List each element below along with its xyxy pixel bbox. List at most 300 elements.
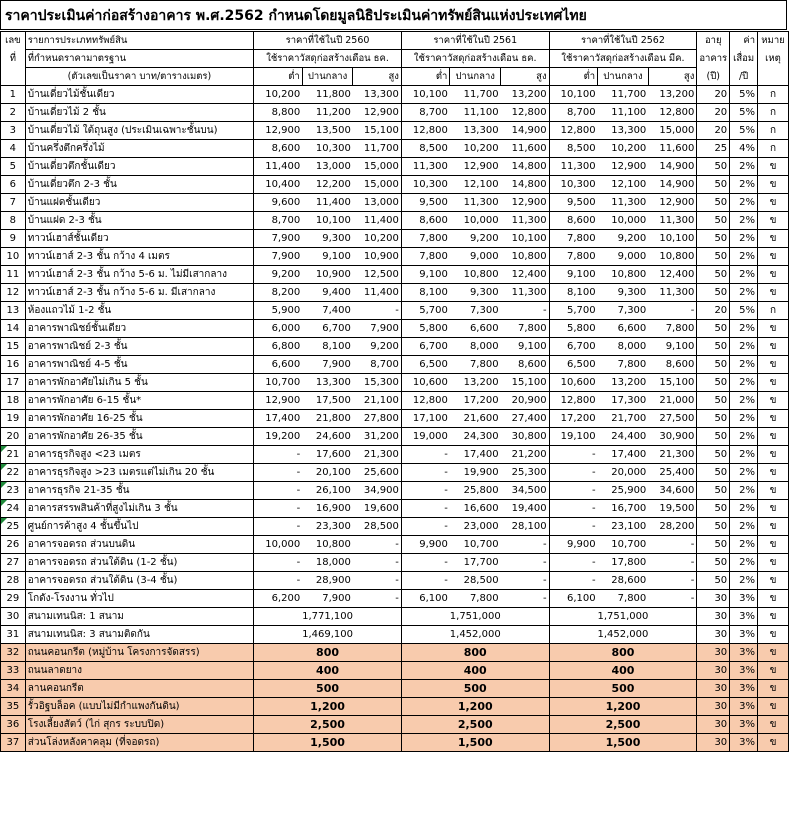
row-name[interactable]: อาคารพักอาศัย 26-35 ชั้น bbox=[25, 428, 253, 446]
price-cell[interactable]: 19,600 bbox=[353, 500, 402, 518]
price-cell[interactable]: 8,100 bbox=[401, 284, 450, 302]
row-name[interactable]: บ้านแฝด 2-3 ชั้น bbox=[25, 212, 253, 230]
price-cell[interactable]: 1,500 bbox=[401, 734, 549, 752]
price-cell[interactable]: 17,400 bbox=[254, 410, 303, 428]
price-cell[interactable]: 24,300 bbox=[450, 428, 501, 446]
price-cell[interactable]: - bbox=[401, 572, 450, 590]
price-cell[interactable]: - bbox=[648, 302, 697, 320]
price-cell[interactable]: 20,100 bbox=[302, 464, 353, 482]
note-cell[interactable]: ก bbox=[758, 104, 789, 122]
price-cell[interactable]: 10,800 bbox=[450, 266, 501, 284]
price-cell[interactable]: 16,900 bbox=[302, 500, 353, 518]
price-cell[interactable]: 13,300 bbox=[450, 122, 501, 140]
note-cell[interactable]: ข bbox=[758, 590, 789, 608]
price-cell[interactable]: 21,800 bbox=[302, 410, 353, 428]
depreciation-cell[interactable]: 2% bbox=[730, 248, 758, 266]
note-cell[interactable]: ข bbox=[758, 518, 789, 536]
price-cell[interactable]: 15,100 bbox=[501, 374, 550, 392]
price-cell[interactable]: 10,800 bbox=[501, 248, 550, 266]
price-cell[interactable]: 11,300 bbox=[648, 212, 697, 230]
price-cell[interactable]: 9,900 bbox=[549, 536, 598, 554]
price-cell[interactable]: 19,900 bbox=[450, 464, 501, 482]
price-cell[interactable]: - bbox=[648, 554, 697, 572]
price-cell[interactable]: - bbox=[549, 500, 598, 518]
price-cell[interactable]: 12,800 bbox=[501, 104, 550, 122]
depreciation-cell[interactable]: 2% bbox=[730, 230, 758, 248]
price-cell[interactable]: 19,200 bbox=[254, 428, 303, 446]
price-cell[interactable]: 12,800 bbox=[401, 392, 450, 410]
row-name[interactable]: ห้องแถวไม้ 1-2 ชั้น bbox=[25, 302, 253, 320]
price-cell[interactable]: 10,100 bbox=[501, 230, 550, 248]
age-cell[interactable]: 30 bbox=[697, 608, 730, 626]
price-cell[interactable]: 10,100 bbox=[549, 86, 598, 104]
row-name[interactable]: บ้านเดี่ยวไม้ 2 ชั้น bbox=[25, 104, 253, 122]
row-name[interactable]: อาคารพักอาศัยไม่เกิน 5 ชั้น bbox=[25, 374, 253, 392]
row-name[interactable]: ทาวน์เฮาส์ 2-3 ชั้น กว้าง 4 เมตร bbox=[25, 248, 253, 266]
row-name[interactable]: อาคารจอดรถ ส่วนใต้ดิน (1-2 ชั้น) bbox=[25, 554, 253, 572]
depreciation-cell[interactable]: 2% bbox=[730, 554, 758, 572]
row-name[interactable]: ถนนคอนกรีต (หมู่บ้าน โครงการจัดสรร) bbox=[25, 644, 253, 662]
price-cell[interactable]: 28,500 bbox=[353, 518, 402, 536]
depreciation-cell[interactable]: 3% bbox=[730, 734, 758, 752]
price-cell[interactable]: 17,600 bbox=[302, 446, 353, 464]
row-name[interactable]: ถนนลาดยาง bbox=[25, 662, 253, 680]
row-number[interactable]: 6 bbox=[1, 176, 26, 194]
price-cell[interactable]: - bbox=[549, 464, 598, 482]
price-cell[interactable]: 8,100 bbox=[302, 338, 353, 356]
price-cell[interactable]: - bbox=[549, 518, 598, 536]
price-cell[interactable]: - bbox=[501, 554, 550, 572]
price-cell[interactable]: 8,700 bbox=[353, 356, 402, 374]
depreciation-cell[interactable]: 2% bbox=[730, 284, 758, 302]
depreciation-cell[interactable]: 5% bbox=[730, 104, 758, 122]
price-cell[interactable]: 1,751,000 bbox=[549, 608, 697, 626]
note-cell[interactable]: ข bbox=[758, 500, 789, 518]
price-cell[interactable]: 800 bbox=[549, 644, 697, 662]
depreciation-cell[interactable]: 2% bbox=[730, 338, 758, 356]
price-cell[interactable]: 15,000 bbox=[353, 158, 402, 176]
price-cell[interactable]: 11,800 bbox=[302, 86, 353, 104]
price-cell[interactable]: 10,100 bbox=[648, 230, 697, 248]
price-cell[interactable]: 7,900 bbox=[254, 248, 303, 266]
depreciation-cell[interactable]: 2% bbox=[730, 518, 758, 536]
price-cell[interactable]: 10,000 bbox=[450, 212, 501, 230]
price-cell[interactable]: 6,600 bbox=[254, 356, 303, 374]
price-cell[interactable]: 1,452,000 bbox=[401, 626, 549, 644]
row-number[interactable]: 12 bbox=[1, 284, 26, 302]
price-cell[interactable]: 13,200 bbox=[598, 374, 649, 392]
price-cell[interactable]: 13,300 bbox=[353, 86, 402, 104]
price-cell[interactable]: 8,700 bbox=[549, 104, 598, 122]
price-cell[interactable]: 400 bbox=[254, 662, 402, 680]
row-number[interactable]: 28 bbox=[1, 572, 26, 590]
row-number[interactable]: 24 bbox=[1, 500, 26, 518]
price-cell[interactable]: 1,200 bbox=[401, 698, 549, 716]
price-cell[interactable]: 10,200 bbox=[254, 86, 303, 104]
age-cell[interactable]: 50 bbox=[697, 428, 730, 446]
note-cell[interactable]: ข bbox=[758, 248, 789, 266]
row-number[interactable]: 33 bbox=[1, 662, 26, 680]
price-cell[interactable]: - bbox=[549, 482, 598, 500]
price-cell[interactable]: 1,200 bbox=[549, 698, 697, 716]
price-cell[interactable]: 5,800 bbox=[549, 320, 598, 338]
price-cell[interactable]: 15,100 bbox=[648, 374, 697, 392]
row-name[interactable]: อาคารพักอาศัย 6-15 ชั้น* bbox=[25, 392, 253, 410]
depreciation-cell[interactable]: 3% bbox=[730, 590, 758, 608]
depreciation-cell[interactable]: 2% bbox=[730, 572, 758, 590]
price-cell[interactable]: 500 bbox=[401, 680, 549, 698]
row-name[interactable]: ส่วนโล่งหลังคาคลุม (ที่จอดรถ) bbox=[25, 734, 253, 752]
age-cell[interactable]: 50 bbox=[697, 320, 730, 338]
price-cell[interactable]: 28,100 bbox=[501, 518, 550, 536]
price-cell[interactable]: 27,500 bbox=[648, 410, 697, 428]
note-cell[interactable]: ก bbox=[758, 302, 789, 320]
price-cell[interactable]: 6,000 bbox=[254, 320, 303, 338]
row-number[interactable]: 37 bbox=[1, 734, 26, 752]
price-cell[interactable]: 6,600 bbox=[598, 320, 649, 338]
note-cell[interactable]: ข bbox=[758, 158, 789, 176]
price-cell[interactable]: 12,800 bbox=[401, 122, 450, 140]
price-cell[interactable]: 10,900 bbox=[302, 266, 353, 284]
price-cell[interactable]: - bbox=[401, 518, 450, 536]
row-number[interactable]: 36 bbox=[1, 716, 26, 734]
price-cell[interactable]: 10,300 bbox=[549, 176, 598, 194]
price-cell[interactable]: 12,800 bbox=[648, 104, 697, 122]
price-cell[interactable]: 16,700 bbox=[598, 500, 649, 518]
age-cell[interactable]: 30 bbox=[697, 698, 730, 716]
row-number[interactable]: 7 bbox=[1, 194, 26, 212]
price-cell[interactable]: 25,300 bbox=[501, 464, 550, 482]
price-cell[interactable]: 19,500 bbox=[648, 500, 697, 518]
row-number[interactable]: 29 bbox=[1, 590, 26, 608]
price-cell[interactable]: 23,300 bbox=[302, 518, 353, 536]
price-cell[interactable]: 400 bbox=[401, 662, 549, 680]
price-cell[interactable]: 1,452,000 bbox=[549, 626, 697, 644]
price-cell[interactable]: 7,800 bbox=[401, 248, 450, 266]
price-cell[interactable]: 9,100 bbox=[501, 338, 550, 356]
price-cell[interactable]: - bbox=[648, 590, 697, 608]
price-cell[interactable]: - bbox=[401, 554, 450, 572]
row-number[interactable]: 30 bbox=[1, 608, 26, 626]
price-cell[interactable]: - bbox=[254, 554, 303, 572]
price-cell[interactable]: 13,000 bbox=[302, 158, 353, 176]
price-cell[interactable]: 10,300 bbox=[302, 140, 353, 158]
price-cell[interactable]: - bbox=[501, 590, 550, 608]
price-cell[interactable]: 9,500 bbox=[401, 194, 450, 212]
price-cell[interactable]: 6,700 bbox=[549, 338, 598, 356]
row-name[interactable]: อาคารจอดรถ ส่วนบนดิน bbox=[25, 536, 253, 554]
row-name[interactable]: อาคารธุรกิจ 21-35 ชั้น bbox=[25, 482, 253, 500]
price-cell[interactable]: 12,900 bbox=[254, 122, 303, 140]
age-cell[interactable]: 30 bbox=[697, 644, 730, 662]
price-cell[interactable]: 10,800 bbox=[648, 248, 697, 266]
price-cell[interactable]: - bbox=[501, 302, 550, 320]
age-cell[interactable]: 50 bbox=[697, 554, 730, 572]
price-cell[interactable]: 10,600 bbox=[549, 374, 598, 392]
row-number[interactable]: 1 bbox=[1, 86, 26, 104]
depreciation-cell[interactable]: 5% bbox=[730, 122, 758, 140]
depreciation-cell[interactable]: 2% bbox=[730, 194, 758, 212]
price-cell[interactable]: 13,500 bbox=[302, 122, 353, 140]
row-name[interactable]: สนามเทนนิส: 1 สนาม bbox=[25, 608, 253, 626]
price-cell[interactable]: 8,600 bbox=[501, 356, 550, 374]
price-cell[interactable]: 12,900 bbox=[254, 392, 303, 410]
row-name[interactable]: ศูนย์การค้าสูง 4 ชั้นขึ้นไป bbox=[25, 518, 253, 536]
price-cell[interactable]: 6,100 bbox=[401, 590, 450, 608]
note-cell[interactable]: ข bbox=[758, 212, 789, 230]
price-cell[interactable]: - bbox=[549, 572, 598, 590]
depreciation-cell[interactable]: 5% bbox=[730, 86, 758, 104]
price-cell[interactable]: 8,500 bbox=[401, 140, 450, 158]
price-cell[interactable]: - bbox=[501, 572, 550, 590]
price-cell[interactable]: 15,000 bbox=[353, 176, 402, 194]
price-cell[interactable]: 14,900 bbox=[648, 176, 697, 194]
price-cell[interactable]: 7,900 bbox=[302, 356, 353, 374]
age-cell[interactable]: 30 bbox=[697, 590, 730, 608]
row-name[interactable]: ทาวน์เฮาส์ 2-3 ชั้น กว้าง 5-6 ม. ไม่มีเสากลาง bbox=[25, 266, 253, 284]
price-cell[interactable]: 7,800 bbox=[549, 230, 598, 248]
price-cell[interactable]: 9,600 bbox=[254, 194, 303, 212]
age-cell[interactable]: 50 bbox=[697, 482, 730, 500]
price-cell[interactable]: 28,200 bbox=[648, 518, 697, 536]
price-cell[interactable]: 6,500 bbox=[401, 356, 450, 374]
row-name[interactable]: บ้านเดี่ยวตึก 2-3 ชั้น bbox=[25, 176, 253, 194]
price-cell[interactable]: 9,200 bbox=[450, 230, 501, 248]
price-cell[interactable]: 13,200 bbox=[648, 86, 697, 104]
price-cell[interactable]: - bbox=[501, 536, 550, 554]
price-cell[interactable]: 12,400 bbox=[501, 266, 550, 284]
depreciation-cell[interactable]: 2% bbox=[730, 446, 758, 464]
price-cell[interactable]: 11,100 bbox=[598, 104, 649, 122]
price-cell[interactable]: 9,400 bbox=[302, 284, 353, 302]
row-number[interactable]: 3 bbox=[1, 122, 26, 140]
note-cell[interactable]: ข bbox=[758, 374, 789, 392]
row-name[interactable]: บ้านเดี่ยวไม้ชั้นเดียว bbox=[25, 86, 253, 104]
price-cell[interactable]: 17,500 bbox=[302, 392, 353, 410]
price-cell[interactable]: 13,200 bbox=[450, 374, 501, 392]
age-cell[interactable]: 50 bbox=[697, 410, 730, 428]
note-cell[interactable]: ข bbox=[758, 176, 789, 194]
row-name[interactable]: อาคารธุรกิจสูง >23 เมตรแต่ไม่เกิน 20 ชั้น bbox=[25, 464, 253, 482]
row-name[interactable]: บ้านเดี่ยวตึกชั้นเดียว bbox=[25, 158, 253, 176]
age-cell[interactable]: 50 bbox=[697, 536, 730, 554]
price-cell[interactable]: 28,500 bbox=[450, 572, 501, 590]
price-cell[interactable]: 10,200 bbox=[450, 140, 501, 158]
price-cell[interactable]: 9,200 bbox=[254, 266, 303, 284]
depreciation-cell[interactable]: 2% bbox=[730, 212, 758, 230]
depreciation-cell[interactable]: 2% bbox=[730, 320, 758, 338]
price-cell[interactable]: 5,700 bbox=[401, 302, 450, 320]
price-cell[interactable]: 7,800 bbox=[598, 590, 649, 608]
price-cell[interactable]: 19,000 bbox=[401, 428, 450, 446]
price-cell[interactable]: 17,700 bbox=[450, 554, 501, 572]
row-number[interactable]: 4 bbox=[1, 140, 26, 158]
price-cell[interactable]: 27,400 bbox=[501, 410, 550, 428]
price-cell[interactable]: 20,000 bbox=[598, 464, 649, 482]
row-number[interactable]: 25 bbox=[1, 518, 26, 536]
age-cell[interactable]: 50 bbox=[697, 464, 730, 482]
note-cell[interactable]: ข bbox=[758, 698, 789, 716]
price-cell[interactable]: 10,700 bbox=[254, 374, 303, 392]
note-cell[interactable]: ข bbox=[758, 464, 789, 482]
note-cell[interactable]: ข bbox=[758, 554, 789, 572]
price-cell[interactable]: 12,800 bbox=[549, 122, 598, 140]
price-cell[interactable]: 10,400 bbox=[254, 176, 303, 194]
depreciation-cell[interactable]: 3% bbox=[730, 644, 758, 662]
depreciation-cell[interactable]: 3% bbox=[730, 716, 758, 734]
price-cell[interactable]: 17,200 bbox=[450, 392, 501, 410]
age-cell[interactable]: 50 bbox=[697, 194, 730, 212]
note-cell[interactable]: ข bbox=[758, 266, 789, 284]
price-cell[interactable]: 7,900 bbox=[302, 590, 353, 608]
note-cell[interactable]: ข bbox=[758, 410, 789, 428]
price-cell[interactable]: 6,700 bbox=[401, 338, 450, 356]
age-cell[interactable]: 30 bbox=[697, 662, 730, 680]
note-cell[interactable]: ข bbox=[758, 446, 789, 464]
price-cell[interactable]: 28,600 bbox=[598, 572, 649, 590]
price-cell[interactable]: 9,200 bbox=[598, 230, 649, 248]
note-cell[interactable]: ข bbox=[758, 320, 789, 338]
price-cell[interactable]: 30,800 bbox=[501, 428, 550, 446]
depreciation-cell[interactable]: 2% bbox=[730, 176, 758, 194]
price-cell[interactable]: 7,300 bbox=[598, 302, 649, 320]
price-cell[interactable]: 8,500 bbox=[549, 140, 598, 158]
price-cell[interactable]: 11,700 bbox=[450, 86, 501, 104]
price-cell[interactable]: 25,600 bbox=[353, 464, 402, 482]
age-cell[interactable]: 30 bbox=[697, 680, 730, 698]
price-cell[interactable]: 12,900 bbox=[648, 194, 697, 212]
price-cell[interactable]: 17,100 bbox=[401, 410, 450, 428]
price-cell[interactable]: 17,800 bbox=[598, 554, 649, 572]
row-name[interactable]: อาคารพาณิชย์ 2-3 ชั้น bbox=[25, 338, 253, 356]
age-cell[interactable]: 50 bbox=[697, 572, 730, 590]
row-number[interactable]: 27 bbox=[1, 554, 26, 572]
depreciation-cell[interactable]: 2% bbox=[730, 464, 758, 482]
price-cell[interactable]: 9,300 bbox=[302, 230, 353, 248]
row-name[interactable]: อาคารพักอาศัย 16-25 ชั้น bbox=[25, 410, 253, 428]
depreciation-cell[interactable]: 4% bbox=[730, 140, 758, 158]
row-number[interactable]: 13 bbox=[1, 302, 26, 320]
note-cell[interactable]: ข bbox=[758, 536, 789, 554]
price-cell[interactable]: - bbox=[401, 464, 450, 482]
price-cell[interactable]: 7,800 bbox=[648, 320, 697, 338]
price-cell[interactable]: 6,100 bbox=[549, 590, 598, 608]
price-cell[interactable]: 14,900 bbox=[501, 122, 550, 140]
row-number[interactable]: 14 bbox=[1, 320, 26, 338]
row-number[interactable]: 35 bbox=[1, 698, 26, 716]
row-name[interactable]: บ้านเดี่ยวไม้ ใต้ถุนสูง (ประเมินเฉพาะชั้นบน) bbox=[25, 122, 253, 140]
age-cell[interactable]: 50 bbox=[697, 356, 730, 374]
row-number[interactable]: 10 bbox=[1, 248, 26, 266]
price-cell[interactable]: - bbox=[254, 518, 303, 536]
depreciation-cell[interactable]: 2% bbox=[730, 482, 758, 500]
row-number[interactable]: 5 bbox=[1, 158, 26, 176]
price-cell[interactable]: 500 bbox=[254, 680, 402, 698]
row-name[interactable]: โรงเลี้ยงสัตว์ (ไก่ สุกร ระบบปิด) bbox=[25, 716, 253, 734]
price-cell[interactable]: 10,200 bbox=[598, 140, 649, 158]
age-cell[interactable]: 50 bbox=[697, 212, 730, 230]
age-cell[interactable]: 20 bbox=[697, 302, 730, 320]
price-cell[interactable]: 23,000 bbox=[450, 518, 501, 536]
price-cell[interactable]: 21,200 bbox=[501, 446, 550, 464]
row-number[interactable]: 16 bbox=[1, 356, 26, 374]
depreciation-cell[interactable]: 2% bbox=[730, 428, 758, 446]
price-cell[interactable]: 19,100 bbox=[549, 428, 598, 446]
price-cell[interactable]: 11,400 bbox=[353, 212, 402, 230]
price-cell[interactable]: 11,400 bbox=[302, 194, 353, 212]
note-cell[interactable]: ข bbox=[758, 194, 789, 212]
price-cell[interactable]: 10,800 bbox=[598, 266, 649, 284]
age-cell[interactable]: 20 bbox=[697, 104, 730, 122]
price-cell[interactable]: 10,800 bbox=[302, 536, 353, 554]
price-cell[interactable]: - bbox=[353, 572, 402, 590]
price-cell[interactable]: 9,100 bbox=[648, 338, 697, 356]
price-cell[interactable]: 400 bbox=[549, 662, 697, 680]
price-cell[interactable]: 8,000 bbox=[450, 338, 501, 356]
age-cell[interactable]: 50 bbox=[697, 518, 730, 536]
note-cell[interactable]: ข bbox=[758, 284, 789, 302]
price-cell[interactable]: 6,600 bbox=[450, 320, 501, 338]
depreciation-cell[interactable]: 3% bbox=[730, 698, 758, 716]
price-cell[interactable]: 7,400 bbox=[302, 302, 353, 320]
price-cell[interactable]: 19,400 bbox=[501, 500, 550, 518]
price-cell[interactable]: 11,300 bbox=[549, 158, 598, 176]
age-cell[interactable]: 50 bbox=[697, 158, 730, 176]
price-cell[interactable]: 11,400 bbox=[353, 284, 402, 302]
age-cell[interactable]: 50 bbox=[697, 176, 730, 194]
price-cell[interactable]: 13,300 bbox=[598, 122, 649, 140]
price-cell[interactable]: 9,200 bbox=[353, 338, 402, 356]
price-cell[interactable]: - bbox=[353, 536, 402, 554]
price-cell[interactable]: 11,600 bbox=[501, 140, 550, 158]
price-cell[interactable]: 17,200 bbox=[549, 410, 598, 428]
price-cell[interactable]: 8,600 bbox=[401, 212, 450, 230]
note-cell[interactable]: ข bbox=[758, 392, 789, 410]
price-cell[interactable]: 17,400 bbox=[598, 446, 649, 464]
price-cell[interactable]: 10,100 bbox=[302, 212, 353, 230]
price-cell[interactable]: 11,700 bbox=[598, 86, 649, 104]
note-cell[interactable]: ข bbox=[758, 716, 789, 734]
price-cell[interactable]: 18,000 bbox=[302, 554, 353, 572]
price-cell[interactable]: 12,800 bbox=[549, 392, 598, 410]
price-cell[interactable]: 10,100 bbox=[401, 86, 450, 104]
price-cell[interactable]: 9,000 bbox=[598, 248, 649, 266]
price-cell[interactable]: 10,000 bbox=[598, 212, 649, 230]
note-cell[interactable]: ก bbox=[758, 122, 789, 140]
price-cell[interactable]: 9,000 bbox=[450, 248, 501, 266]
price-cell[interactable]: 6,700 bbox=[302, 320, 353, 338]
age-cell[interactable]: 50 bbox=[697, 266, 730, 284]
price-cell[interactable]: 15,300 bbox=[353, 374, 402, 392]
row-number[interactable]: 32 bbox=[1, 644, 26, 662]
price-cell[interactable]: 15,000 bbox=[648, 122, 697, 140]
price-cell[interactable]: 11,300 bbox=[598, 194, 649, 212]
price-cell[interactable]: 1,751,000 bbox=[401, 608, 549, 626]
price-cell[interactable]: 14,900 bbox=[648, 158, 697, 176]
depreciation-cell[interactable]: 2% bbox=[730, 500, 758, 518]
price-cell[interactable]: 23,100 bbox=[598, 518, 649, 536]
price-cell[interactable]: 14,800 bbox=[501, 176, 550, 194]
price-cell[interactable]: 25,800 bbox=[450, 482, 501, 500]
price-cell[interactable]: 26,100 bbox=[302, 482, 353, 500]
price-cell[interactable]: - bbox=[401, 446, 450, 464]
price-cell[interactable]: 30,900 bbox=[648, 428, 697, 446]
price-cell[interactable]: 14,800 bbox=[501, 158, 550, 176]
price-cell[interactable]: 8,800 bbox=[254, 104, 303, 122]
note-cell[interactable]: ข bbox=[758, 428, 789, 446]
price-cell[interactable]: - bbox=[353, 590, 402, 608]
price-cell[interactable]: 13,000 bbox=[353, 194, 402, 212]
